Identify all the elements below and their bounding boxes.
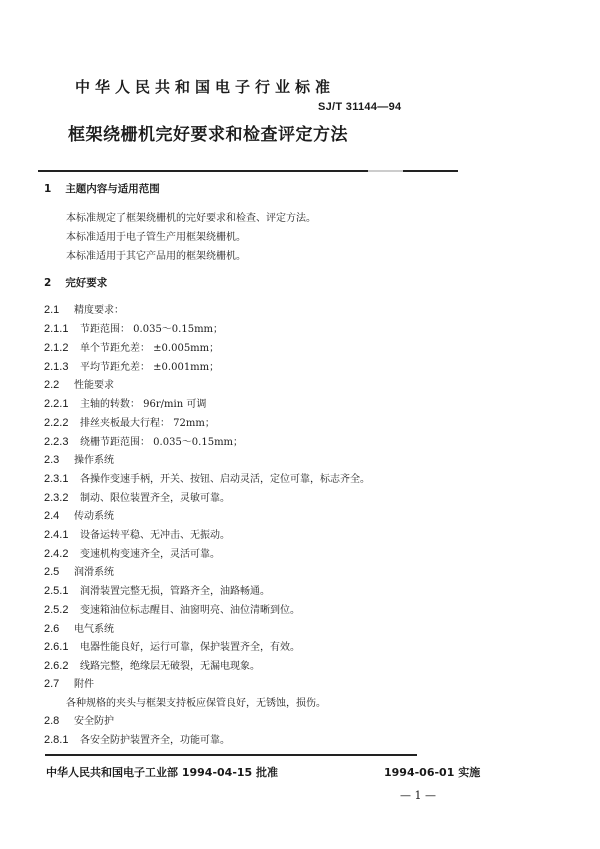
- implementation-date: 1994-06-01 实施: [384, 766, 481, 779]
- clause-2-1-3: 2.1.3 平均节距允差： ±0.001mm；: [44, 361, 220, 373]
- section-title: 主题内容与适用范围: [65, 183, 160, 195]
- clause-2-2-2: 2.2.2 排丝夹板最大行程： 72mm；: [44, 417, 215, 429]
- clause-2-1: 2.1 精度要求：: [44, 304, 124, 316]
- section-1-heading: [44, 181, 160, 196]
- clause-2-2-3: 2.2.3 绕栅节距范围： 0.035～0.15mm；: [44, 436, 244, 448]
- clause-2-5: 2.5 润滑系统: [44, 566, 114, 578]
- issuing-organization: 中华人民共和国电子行业标准: [75, 78, 336, 96]
- clause-2-5-1: 2.5.1 润滑装置完整无损，管路齐全，油路畅通。: [44, 585, 270, 597]
- section-2-heading: [44, 275, 107, 290]
- clause-2-5-2: 2.5.2 变速箱油位标志醒目、油窗明亮、油位清晰到位。: [44, 604, 300, 616]
- clause-2-4: 2.4 传动系统: [44, 510, 114, 522]
- clause-2-1-1: 2.1.1 节距范围： 0.035～0.15mm；: [44, 323, 224, 335]
- section-title: 完好要求: [65, 277, 108, 289]
- clause-2-3-2: 2.3.2 制动、限位装置齐全，灵敏可靠。: [44, 492, 230, 504]
- clause-2-2: 2.2 性能要求: [44, 379, 114, 391]
- scope-paragraph-2: 本标准适用于电子管生产用框架绕栅机。: [66, 232, 246, 243]
- header-divider-gap: [368, 170, 403, 172]
- section-number: 2: [44, 277, 52, 289]
- clause-2-7-body: 各种规格的夹头与框架支持板应保管良好，无锈蚀，损伤。: [66, 698, 326, 709]
- clause-2-1-2: 2.1.2 单个节距允差： ±0.005mm；: [44, 342, 220, 354]
- scope-paragraph-1: 本标准规定了框架绕栅机的完好要求和检查、评定方法。: [66, 213, 316, 224]
- approval-statement: 中华人民共和国电子工业部 1994-04-15 批准: [46, 766, 279, 779]
- clause-2-6-2: 2.6.2 线路完整，绝缘层无破裂，无漏电现象。: [44, 660, 260, 672]
- document-title: 框架绕栅机完好要求和检查评定方法: [68, 125, 348, 145]
- clause-2-4-2: 2.4.2 变速机构变速齐全，灵活可靠。: [44, 548, 220, 560]
- clause-2-2-1: 2.2.1 主轴的转数： 96r/min 可调: [44, 398, 207, 410]
- clause-2-3: 2.3 操作系统: [44, 454, 114, 466]
- standard-code: SJ/T 31144—94: [318, 101, 402, 113]
- scope-paragraph-3: 本标准适用于其它产品用的框架绕栅机。: [66, 251, 246, 262]
- section-number: 1: [44, 183, 52, 195]
- clause-2-4-1: 2.4.1 设备运转平稳、无冲击、无振动。: [44, 529, 230, 541]
- clause-2-7: 2.7 附件: [44, 678, 94, 690]
- clause-2-8-1: 2.8.1 各安全防护装置齐全，功能可靠。: [44, 734, 230, 746]
- clause-2-3-1: 2.3.1 各操作变速手柄，开关、按钮、启动灵活，定位可靠，标志齐全。: [44, 473, 370, 485]
- clause-2-6-1: 2.6.1 电器性能良好，运行可靠，保护装置齐全，有效。: [44, 641, 300, 653]
- footer-divider: [45, 754, 417, 756]
- clause-2-6: 2.6 电气系统: [44, 623, 114, 635]
- page-number: — 1 —: [400, 789, 436, 802]
- clause-2-8: 2.8 安全防护: [44, 715, 114, 727]
